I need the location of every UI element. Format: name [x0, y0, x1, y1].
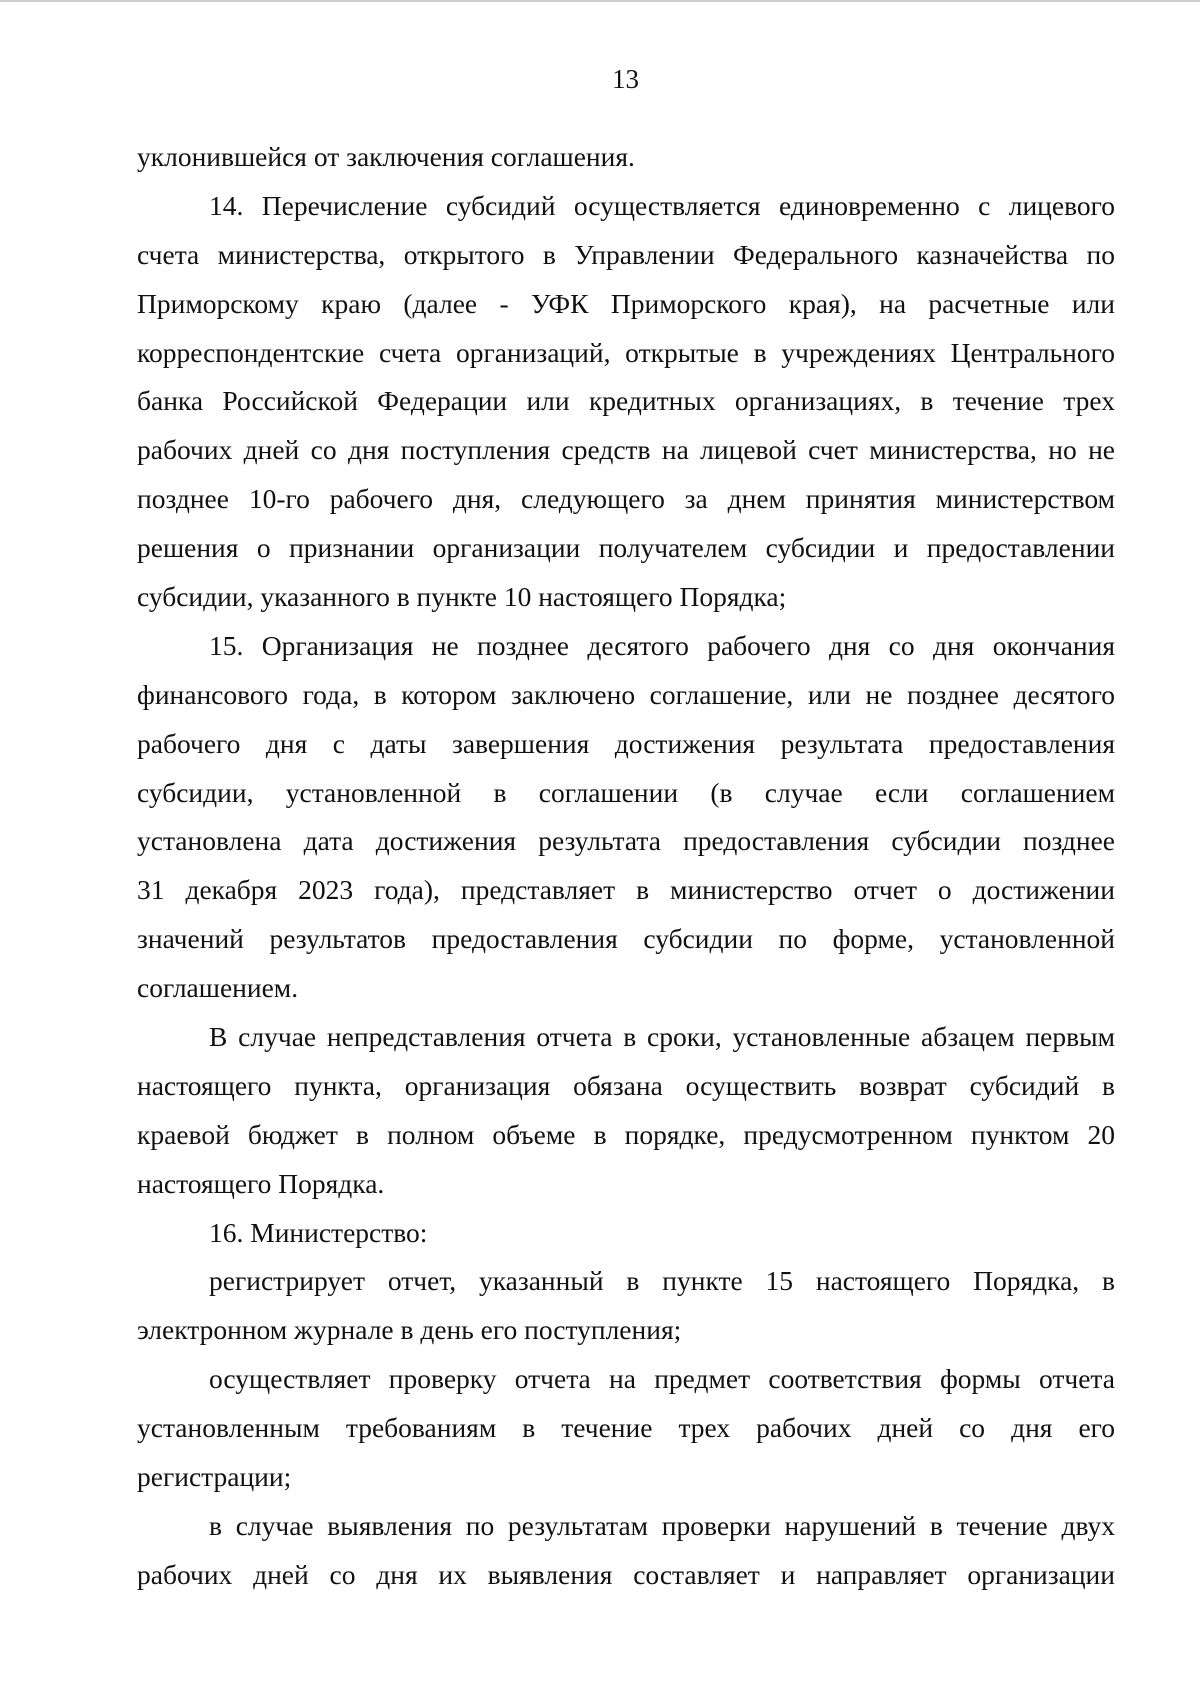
text-line: Приморскому краю (далее - УФК Приморского края), на расчетные или — [137, 287, 1115, 319]
text-line: субсидии, указанного в пункте 10 настоящего Порядка; — [137, 581, 787, 613]
text-line: установлена дата достижения результата предоставления субсидии позднее — [137, 825, 1115, 857]
text-line: 31 декабря 2023 года), представляет в министерство отчет о достижении — [137, 874, 1115, 906]
text-line: рабочего дня с даты завершения достижения результата предоставления — [137, 727, 1115, 759]
text-line: 14. Перечисление субсидий осуществляется единовременно с лицевого — [209, 189, 1115, 221]
top-rule — [0, 0, 1200, 2]
text-line: корреспондентские счета организаций, открытые в учреждениях Центрального — [137, 336, 1115, 368]
text-line: счета министерства, открытого в Управлении Федерального казначейства по — [137, 238, 1115, 270]
text-line: электронном журнале в день его поступления; — [137, 1314, 682, 1346]
text-line: позднее 10-го рабочего дня, следующего за днем принятия министерством — [137, 483, 1115, 515]
text-line: рабочих дней со дня их выявления составляет и направляет организации — [137, 1558, 1115, 1590]
text-line: субсидии, установленной в соглашении (в случае если соглашением — [137, 776, 1115, 808]
text-line: банка Российской Федерации или кредитных организациях, в течение трех — [137, 385, 1115, 417]
text-line: осуществляет проверку отчета на предмет соответствия формы отчета — [209, 1363, 1115, 1395]
page-number: 13 — [612, 64, 639, 94]
text-line: решения о признании организации получателем субсидии и предоставлении — [137, 532, 1115, 564]
text-line: значений результатов предоставления субсидии по форме, установленной — [137, 923, 1115, 955]
text-line: в случае выявления по результатам проверки нарушений в течение двух — [209, 1509, 1115, 1541]
text-line: настоящего пункта, организация обязана осуществить возврат субсидий в — [137, 1069, 1115, 1101]
text-line: краевой бюджет в полном объеме в порядке, предусмотренном пунктом 20 — [137, 1118, 1115, 1150]
text-line: уклонившейся от заключения соглашения. — [137, 141, 635, 172]
text-line: соглашением. — [137, 972, 299, 1004]
text-line: 15. Организация не позднее десятого рабочего дня со дня окончания — [209, 629, 1115, 661]
text-line: 16. Министерство: — [209, 1216, 428, 1248]
document-body — [137, 133, 1115, 1600]
text-line: финансового года, в котором заключено соглашение, или не позднее десятого — [137, 678, 1115, 710]
text-line: установленным требованиям в течение трех рабочих дней со дня его — [137, 1412, 1115, 1444]
text-line: регистрирует отчет, указанный в пункте 15 настоящего Порядка, в — [209, 1265, 1115, 1297]
text-line: настоящего Порядка. — [137, 1167, 385, 1199]
text-line: В случае непредставления отчета в сроки, установленные абзацем первым — [209, 1021, 1115, 1053]
text-line: регистрации; — [137, 1461, 292, 1493]
text-line: рабочих дней со дня поступления средств на лицевой счет министерства, но не — [137, 434, 1115, 466]
